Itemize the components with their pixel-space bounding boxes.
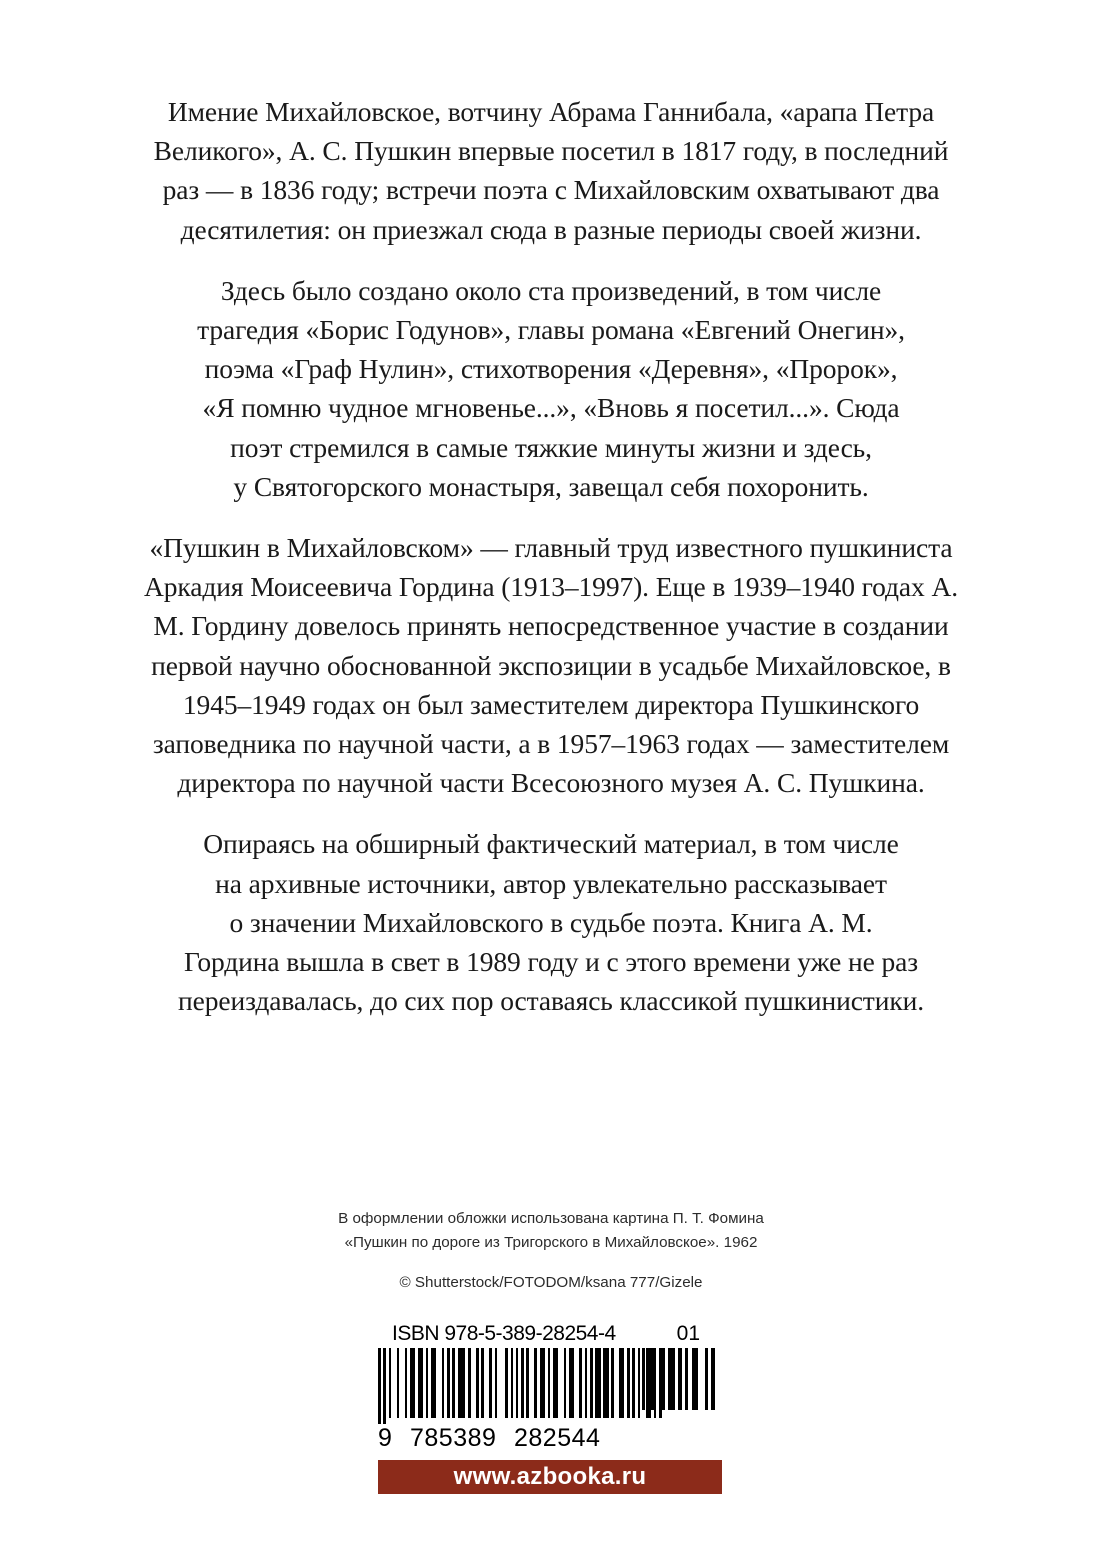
publisher-url-text: www.azbooka.ru (453, 1463, 647, 1490)
ean13-barcode (378, 1348, 630, 1430)
barcode-addon-label: 01 (676, 1322, 700, 1345)
ean-addon-barcode (642, 1348, 722, 1410)
cover-credits (140, 1207, 962, 1295)
back-cover-blurb (140, 92, 962, 1020)
isbn-row (378, 1322, 722, 1348)
cover-artwork-credit (140, 1207, 962, 1255)
publisher-url-bar[interactable] (378, 1460, 722, 1494)
barcode-bars-row (378, 1348, 722, 1430)
cover-credit-line-2: «Пушкин по дороге из Тригорского в Михайловское». 1962 (344, 1234, 758, 1251)
blurb-paragraph-4: Опираясь на обширный фактический материал, в том числе на архивные источники, автор увлекательно рассказывает о значении Михайловского в судьбе поэта. Книга А. М. Гордина вышла в свет в 1989 году и с этого времени уже не раз переиздавалась, до сих пор оставаясь классикой пушкинистики. (178, 828, 924, 1017)
ean-group-left: 785389 (410, 1424, 497, 1452)
barcode-block (378, 1322, 722, 1494)
blurb-paragraph-3: «Пушкин в Михайловском» — главный труд известного пушкиниста Аркадия Моисеевича Гордина (1913–1997). Еще в 1939–1940 годах А. М. Гордину довелось принять непосредственное участие в создании первой научно обоснованной экспозиции в усадьбе Михайловское, в 1945–1949 годах он был заместителем директора Пушкинского заповедника по научной части, а в 1957–1963 годах — заместителем директора по научной части Всесоюзного музея А. С. Пушкина. (144, 532, 958, 799)
ean13-digits (378, 1424, 630, 1456)
photo-agency-credit: © Shutterstock/FOTODOM/ksana 777/Gizele (399, 1274, 703, 1291)
blurb-paragraph-1: Имение Михайловское, вотчину Абрама Ганнибала, «арапа Петра Великого», А. С. Пушкин впервые посетил в 1817 году, в последний раз — в 1836 году; встречи поэта с Михайловским охватывают два десятилетия: он приезжал сюда в разные периоды своей жизни. (153, 96, 949, 245)
isbn-label: ISBN 978-5-389-28254-4 (392, 1322, 616, 1345)
blurb-paragraph-2: Здесь было создано около ста произведений, в том числе трагедия «Борис Годунов», главы романа «Евгений Онегин», поэма «Граф Нулин», стихотворения «Деревня», «Пророк», «Я помню чудное мгновенье...», «Вновь я посетил...». Сюда поэт стремился в самые тяжкие минуты жизни и здесь, у Святогорского монастыря, завещал себя похоронить. (197, 274, 905, 502)
ean-group-right: 282544 (514, 1424, 601, 1452)
ean-digit-lead: 9 (378, 1424, 393, 1452)
cover-credit-line-1: В оформлении обложки использована картина П. Т. Фомина (338, 1210, 764, 1227)
